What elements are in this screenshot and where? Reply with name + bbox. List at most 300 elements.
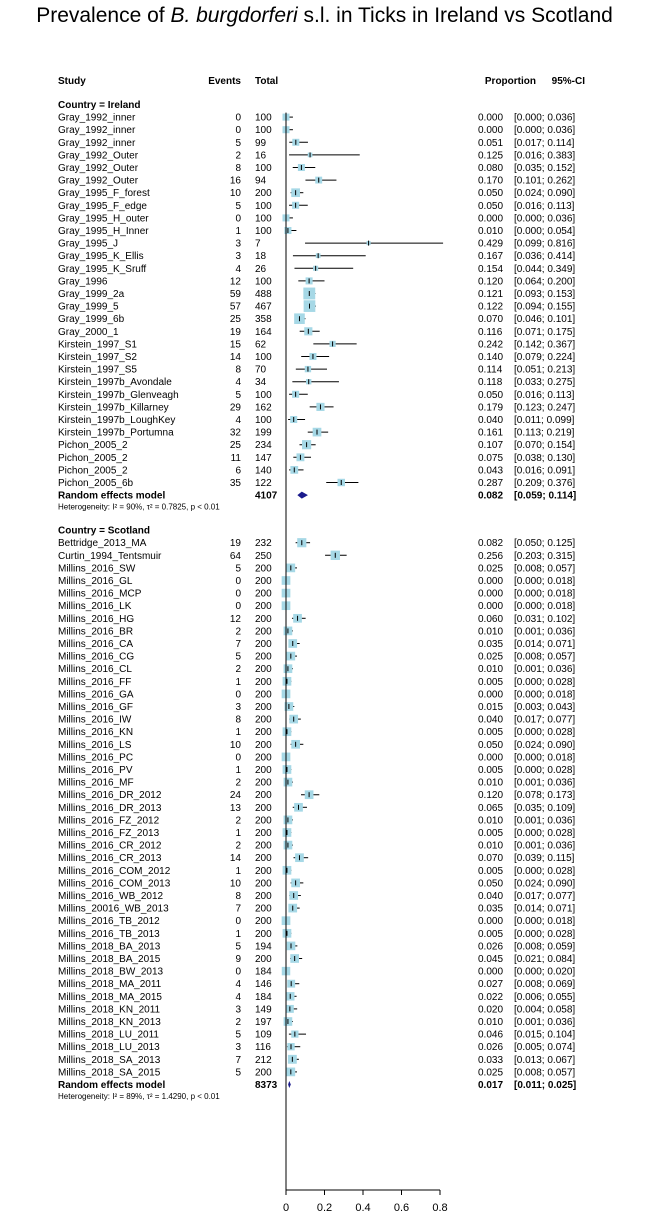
study-events: 35 [229, 478, 241, 489]
study-proportion: 0.170 [478, 175, 504, 187]
study-total: 200 [255, 676, 272, 688]
group-label: Country = Ireland [58, 100, 141, 111]
study-proportion: 0.040 [478, 714, 504, 726]
study-total: 94 [255, 175, 267, 187]
study-events: 5 [235, 137, 241, 149]
study-total: 200 [255, 739, 272, 751]
study-name: Gray_1999_6b [58, 314, 125, 326]
study-ci: [0.016; 0.113] [514, 200, 575, 212]
study-events: 1 [235, 865, 241, 877]
study-name: Millins_2016_FF [58, 676, 132, 688]
study-ci: [0.000; 0.018] [514, 588, 576, 600]
header-ci: 95%-CI [551, 76, 585, 87]
header-events: Events [208, 76, 241, 87]
study-name: Kirstein_1997_S2 [58, 352, 137, 363]
study-name: Millins_2018_MA_2015 [58, 991, 162, 1003]
study-proportion: 0.005 [478, 727, 504, 739]
study-name: Gray_1992_Outer [58, 175, 139, 187]
study-proportion: 0.040 [478, 415, 504, 426]
study-name: Millins_2018_BA_2015 [58, 954, 161, 965]
study-proportion: 0.035 [478, 639, 504, 650]
study-ci: [0.000; 0.028] [514, 865, 576, 877]
study-name: Millins_2016_KN [58, 727, 134, 739]
x-tick-label: 0.8 [432, 1202, 448, 1214]
study-ci: [0.000; 0.036] [514, 213, 576, 225]
study-name: Millins_2016_IW [58, 714, 132, 726]
x-tick-label: 0 [282, 1202, 290, 1214]
study-ci: [0.001; 0.036] [514, 1017, 576, 1028]
study-ci: [0.021; 0.084] [514, 954, 576, 965]
study-events: 13 [229, 802, 241, 814]
study-name: Gray_1992_inner [58, 137, 136, 149]
study-events: 10 [229, 739, 241, 751]
study-total: 200 [255, 954, 272, 965]
study-ci: [0.036; 0.414] [514, 251, 576, 263]
study-total: 200 [255, 891, 272, 902]
study-events: 14 [229, 352, 241, 363]
study-ci: [0.000; 0.028] [514, 676, 576, 688]
study-ci: [0.014; 0.071] [514, 903, 576, 915]
study-total: 200 [255, 651, 272, 663]
study-ci: [0.000; 0.028] [514, 727, 576, 739]
study-total: 184 [255, 991, 272, 1003]
study-ci: [0.000; 0.028] [514, 765, 576, 776]
study-total: 200 [255, 815, 272, 827]
study-total: 100 [255, 163, 272, 174]
study-proportion: 0.154 [478, 263, 504, 275]
study-total: 100 [255, 125, 272, 137]
study-events: 5 [235, 1067, 241, 1079]
study-ci: [0.031; 0.102] [514, 613, 576, 625]
study-name: Millins_2016_DR_2013 [58, 802, 162, 814]
study-events: 1 [235, 828, 241, 839]
study-events: 19 [229, 538, 241, 550]
study-proportion: 0.000 [478, 213, 504, 225]
study-name: Millins_2018_BA_2013 [58, 941, 161, 953]
study-proportion: 0.010 [478, 777, 504, 789]
study-events: 4 [235, 263, 241, 275]
study-events: 59 [229, 289, 241, 300]
study-total: 100 [255, 200, 272, 212]
study-name: Millins_2016_FZ_2012 [58, 815, 160, 827]
study-events: 24 [229, 790, 241, 802]
study-total: 200 [255, 752, 272, 764]
study-total: 200 [255, 563, 272, 575]
study-events: 4 [235, 979, 241, 991]
study-name: Millins_2018_SA_2013 [58, 1054, 161, 1066]
study-total: 200 [255, 828, 272, 839]
study-proportion: 0.122 [478, 301, 504, 313]
study-name: Millins_2016_CA [58, 639, 134, 650]
study-events: 8 [235, 714, 241, 726]
study-proportion: 0.080 [478, 163, 504, 174]
study-proportion: 0.000 [478, 125, 504, 137]
study-total: 100 [255, 112, 272, 124]
study-name: Gray_1992_inner [58, 125, 136, 137]
study-events: 7 [235, 639, 241, 650]
study-name: Millins_2016_GL [58, 576, 133, 587]
study-name: Millins_2016_COM_2013 [58, 878, 171, 890]
study-name: Gray_2000_1 [58, 326, 119, 338]
pooled-diamond [288, 1081, 291, 1088]
study-proportion: 0.179 [478, 402, 504, 414]
study-total: 200 [255, 689, 272, 701]
study-total: 140 [255, 465, 272, 477]
study-total: 197 [255, 1017, 272, 1028]
study-events: 5 [235, 563, 241, 575]
study-proportion: 0.010 [478, 815, 504, 827]
study-proportion: 0.040 [478, 891, 504, 902]
study-proportion: 0.005 [478, 676, 504, 688]
study-events: 2 [235, 815, 241, 827]
study-events: 5 [235, 389, 241, 401]
study-events: 0 [235, 213, 241, 225]
header-total: Total [255, 76, 279, 87]
study-events: 2 [235, 150, 241, 162]
study-events: 9 [235, 954, 241, 965]
study-ci: [0.000; 0.018] [514, 752, 576, 764]
study-ci: [0.000; 0.018] [514, 576, 576, 587]
study-events: 64 [229, 550, 241, 562]
study-name: Millins_2016_PV [58, 765, 133, 776]
header-proportion: Proportion [484, 76, 536, 87]
study-ci: [0.046; 0.101] [514, 314, 576, 326]
study-proportion: 0.000 [478, 112, 504, 124]
study-ci: [0.000; 0.018] [514, 689, 576, 701]
study-events: 0 [235, 916, 241, 928]
study-events: 2 [235, 664, 241, 676]
study-total: 200 [255, 865, 272, 877]
study-events: 0 [235, 125, 241, 137]
study-ci: [0.004; 0.058] [514, 1004, 576, 1016]
study-ci: [0.044; 0.349] [514, 263, 576, 275]
study-total: 200 [255, 588, 272, 600]
study-ci: [0.099; 0.816] [514, 238, 576, 250]
study-name: Kirstein_1997b_Portumna [58, 427, 174, 439]
study-ci: [0.039; 0.115] [514, 853, 575, 865]
study-total: 116 [255, 1042, 271, 1054]
study-ci: [0.035; 0.109] [514, 802, 576, 814]
study-name: Millins_2016_BR [58, 626, 134, 638]
study-name: Millins_2016_DR_2012 [58, 790, 162, 802]
study-name: Kirstein_1997b_Glenveagh [58, 389, 179, 401]
study-ci: [0.000; 0.018] [514, 916, 576, 928]
study-ci: [0.001; 0.036] [514, 664, 576, 676]
study-name: Gray_1995_F_edge [58, 200, 147, 212]
study-ci: [0.017; 0.114] [514, 137, 575, 149]
study-ci: [0.017; 0.077] [514, 891, 576, 902]
study-ci: [0.003; 0.043] [514, 702, 576, 713]
study-proportion: 0.010 [478, 626, 504, 638]
study-total: 200 [255, 790, 272, 802]
pooled-total: 4107 [255, 490, 278, 502]
study-events: 15 [229, 339, 241, 351]
study-total: 100 [255, 226, 272, 237]
study-events: 16 [229, 175, 241, 187]
study-ci: [0.024; 0.090] [514, 188, 576, 200]
study-proportion: 0.000 [478, 966, 504, 978]
study-proportion: 0.050 [478, 188, 504, 200]
study-total: 200 [255, 601, 272, 613]
study-name: Millins_2018_KN_2011 [58, 1004, 161, 1016]
study-proportion: 0.025 [478, 651, 504, 663]
study-events: 5 [235, 941, 241, 953]
study-ci: [0.070; 0.154] [514, 440, 576, 452]
pooled-diamond [297, 492, 308, 499]
study-ci: [0.008; 0.059] [514, 941, 576, 953]
study-proportion: 0.026 [478, 1042, 504, 1054]
study-events: 25 [229, 314, 241, 326]
study-ci: [0.013; 0.067] [514, 1054, 576, 1066]
study-ci: [0.005; 0.074] [514, 1042, 576, 1054]
study-proportion: 0.010 [478, 840, 504, 852]
title-species: B. burgdorferi [170, 4, 298, 27]
x-tick-label: 0.6 [393, 1202, 410, 1214]
study-total: 200 [255, 639, 272, 650]
study-proportion: 0.025 [478, 563, 504, 575]
study-ci: [0.038; 0.130] [514, 452, 576, 464]
study-proportion: 0.015 [478, 702, 504, 713]
study-name: Gray_1995_H_outer [58, 213, 149, 225]
pooled-label: Random effects model [58, 1080, 166, 1091]
study-name: Kirstein_1997_S5 [58, 364, 137, 376]
study-proportion: 0.005 [478, 765, 504, 776]
study-name: Millins_2016_HG [58, 613, 135, 625]
study-proportion: 0.082 [478, 538, 504, 550]
study-name: Bettridge_2013_MA [58, 538, 147, 550]
study-total: 200 [255, 853, 272, 865]
study-events: 1 [235, 727, 241, 739]
study-ci: [0.000; 0.036] [514, 125, 576, 137]
study-total: 250 [255, 550, 272, 562]
study-proportion: 0.429 [478, 238, 504, 250]
study-ci: [0.142; 0.367] [514, 339, 576, 351]
x-tick-label: 0.2 [316, 1202, 333, 1214]
study-ci: [0.008; 0.057] [514, 651, 576, 663]
study-name: Gray_1995_K_Ellis [58, 251, 144, 263]
study-name: Millins_2018_KN_2013 [58, 1017, 161, 1028]
study-proportion: 0.010 [478, 1017, 504, 1028]
study-name: Millins_2018_LU_2013 [58, 1042, 160, 1054]
study-name: Gray_1995_F_forest [58, 188, 150, 200]
study-total: 200 [255, 840, 272, 852]
study-ci: [0.006; 0.055] [514, 991, 576, 1003]
study-events: 3 [235, 251, 241, 263]
study-events: 8 [235, 891, 241, 902]
study-name: Gray_1992_Outer [58, 150, 139, 162]
study-name: Gray_1992_Outer [58, 163, 139, 174]
study-total: 149 [255, 1004, 272, 1016]
study-events: 57 [229, 301, 241, 313]
study-proportion: 0.000 [478, 601, 504, 613]
study-name: Gray_1995_H_Inner [58, 226, 149, 237]
study-ci: [0.016; 0.383] [514, 150, 576, 162]
study-name: Gray_1995_J [58, 238, 119, 250]
group-label: Country = Scotland [58, 525, 150, 537]
study-ci: [0.071; 0.175] [514, 326, 576, 338]
study-events: 1 [235, 676, 241, 688]
study-events: 2 [235, 626, 241, 638]
study-total: 200 [255, 765, 272, 776]
study-events: 3 [235, 238, 241, 250]
study-name: Millins_2016_MCP [58, 588, 142, 600]
study-ci: [0.001; 0.036] [514, 815, 576, 827]
study-name: Pichon_2005_6b [58, 478, 134, 489]
study-proportion: 0.070 [478, 314, 504, 326]
study-proportion: 0.125 [478, 150, 504, 162]
study-events: 1 [235, 928, 241, 940]
study-name: Millins_2016_TB_2012 [58, 916, 160, 928]
study-events: 5 [235, 651, 241, 663]
study-proportion: 0.050 [478, 739, 504, 751]
study-total: 358 [255, 314, 272, 326]
study-events: 4 [235, 377, 241, 389]
study-proportion: 0.045 [478, 954, 504, 965]
study-ci: [0.024; 0.090] [514, 739, 576, 751]
study-ci: [0.001; 0.036] [514, 777, 576, 789]
study-ci: [0.035; 0.152] [514, 163, 576, 174]
study-events: 11 [230, 452, 241, 464]
study-events: 7 [235, 903, 241, 915]
study-total: 200 [255, 613, 272, 625]
study-name: Gray_1999_2a [58, 289, 125, 300]
study-ci: [0.008; 0.057] [514, 563, 576, 575]
heterogeneity-text: Heterogeneity: I² = 89%, τ² = 1.4290, p < 0.01 [58, 1092, 220, 1101]
study-total: 18 [255, 251, 267, 263]
study-name: Millins_2018_LU_2011 [58, 1029, 159, 1041]
title-prefix: Prevalence of [36, 4, 171, 27]
study-events: 10 [229, 878, 241, 890]
pooled-ci: [0.059; 0.114] [514, 490, 577, 502]
study-proportion: 0.033 [478, 1054, 504, 1066]
study-ci: [0.093; 0.153] [514, 289, 576, 300]
study-name: Millins_2016_CL [58, 664, 132, 676]
study-proportion: 0.005 [478, 828, 504, 839]
study-proportion: 0.167 [478, 251, 504, 263]
study-total: 162 [255, 402, 272, 414]
study-events: 25 [229, 440, 241, 452]
study-events: 8 [235, 163, 241, 174]
study-proportion: 0.043 [478, 465, 504, 477]
study-proportion: 0.046 [478, 1029, 504, 1041]
study-ci: [0.123; 0.247] [514, 402, 576, 414]
study-proportion: 0.000 [478, 588, 504, 600]
study-proportion: 0.140 [478, 352, 504, 363]
study-name: Millins_2016_GF [58, 702, 134, 713]
pooled-proportion: 0.017 [478, 1080, 504, 1091]
study-events: 4 [235, 415, 241, 426]
study-proportion: 0.000 [478, 576, 504, 587]
study-name: Gray_1996 [58, 276, 108, 288]
study-total: 200 [255, 916, 272, 928]
study-name: Millins_2016_TB_2013 [58, 928, 160, 940]
study-events: 0 [235, 588, 241, 600]
study-proportion: 0.000 [478, 752, 504, 764]
pooled-ci: [0.011; 0.025] [514, 1080, 577, 1091]
study-total: 194 [255, 941, 272, 953]
study-total: 200 [255, 903, 272, 915]
study-total: 200 [255, 702, 272, 713]
study-proportion: 0.051 [478, 137, 504, 149]
study-name: Millins_2016_COM_2012 [58, 865, 171, 877]
study-total: 200 [255, 576, 272, 587]
study-proportion: 0.107 [478, 440, 504, 452]
study-proportion: 0.120 [478, 276, 504, 288]
study-events: 12 [229, 276, 241, 288]
study-events: 29 [229, 402, 241, 414]
study-name: Kirstein_1997_S1 [58, 339, 137, 351]
study-name: Millins_2016_LS [58, 739, 132, 751]
study-events: 2 [235, 840, 241, 852]
study-events: 0 [235, 689, 241, 701]
study-proportion: 0.000 [478, 689, 504, 701]
study-total: 488 [255, 289, 272, 300]
study-events: 3 [235, 702, 241, 713]
study-events: 2 [235, 1017, 241, 1028]
study-ci: [0.203; 0.315] [514, 550, 576, 562]
study-name: Millins_2018_SA_2015 [58, 1067, 161, 1079]
study-ci: [0.209; 0.376] [514, 478, 576, 489]
study-events: 0 [235, 576, 241, 587]
study-total: 200 [255, 1067, 272, 1079]
study-events: 5 [235, 200, 241, 212]
study-name: Pichon_2005_2 [58, 440, 128, 452]
study-total: 146 [255, 979, 272, 991]
study-total: 109 [255, 1029, 272, 1041]
study-total: 100 [255, 389, 272, 401]
study-total: 62 [255, 339, 267, 351]
study-proportion: 0.022 [478, 991, 504, 1003]
study-proportion: 0.060 [478, 613, 504, 625]
study-total: 99 [255, 137, 267, 149]
study-ci: [0.015; 0.104] [514, 1029, 576, 1041]
study-events: 0 [235, 112, 241, 124]
study-name: Millins_2016_FZ_2013 [58, 828, 160, 839]
study-ci: [0.033; 0.275] [514, 377, 576, 389]
study-total: 200 [255, 727, 272, 739]
study-ci: [0.064; 0.200] [514, 276, 576, 288]
study-ci: [0.079; 0.224] [514, 352, 576, 363]
study-proportion: 0.010 [478, 664, 504, 676]
study-total: 184 [255, 966, 272, 978]
study-events: 1 [235, 226, 241, 237]
study-name: Millins_2018_BW_2013 [58, 966, 164, 978]
study-total: 200 [255, 802, 272, 814]
study-proportion: 0.005 [478, 865, 504, 877]
study-ci: [0.001; 0.036] [514, 840, 576, 852]
study-name: Millins_2016_LK [58, 601, 132, 613]
study-total: 200 [255, 714, 272, 726]
study-proportion: 0.026 [478, 941, 504, 953]
study-total: 212 [255, 1054, 272, 1066]
study-events: 6 [235, 465, 241, 477]
study-total: 26 [255, 263, 267, 275]
study-total: 200 [255, 626, 272, 638]
study-events: 19 [229, 326, 241, 338]
study-proportion: 0.120 [478, 790, 504, 802]
study-ci: [0.016; 0.091] [514, 465, 576, 477]
study-proportion: 0.287 [478, 478, 504, 489]
study-events: 0 [235, 752, 241, 764]
study-proportion: 0.020 [478, 1004, 504, 1016]
study-total: 70 [255, 364, 267, 376]
study-proportion: 0.075 [478, 452, 504, 464]
study-name: Millins_2016_GA [58, 689, 134, 701]
study-name: Millins_2016_WB_2012 [58, 891, 164, 902]
study-name: Millins_2016_CR_2012 [58, 840, 162, 852]
study-proportion: 0.050 [478, 389, 504, 401]
study-total: 200 [255, 878, 272, 890]
